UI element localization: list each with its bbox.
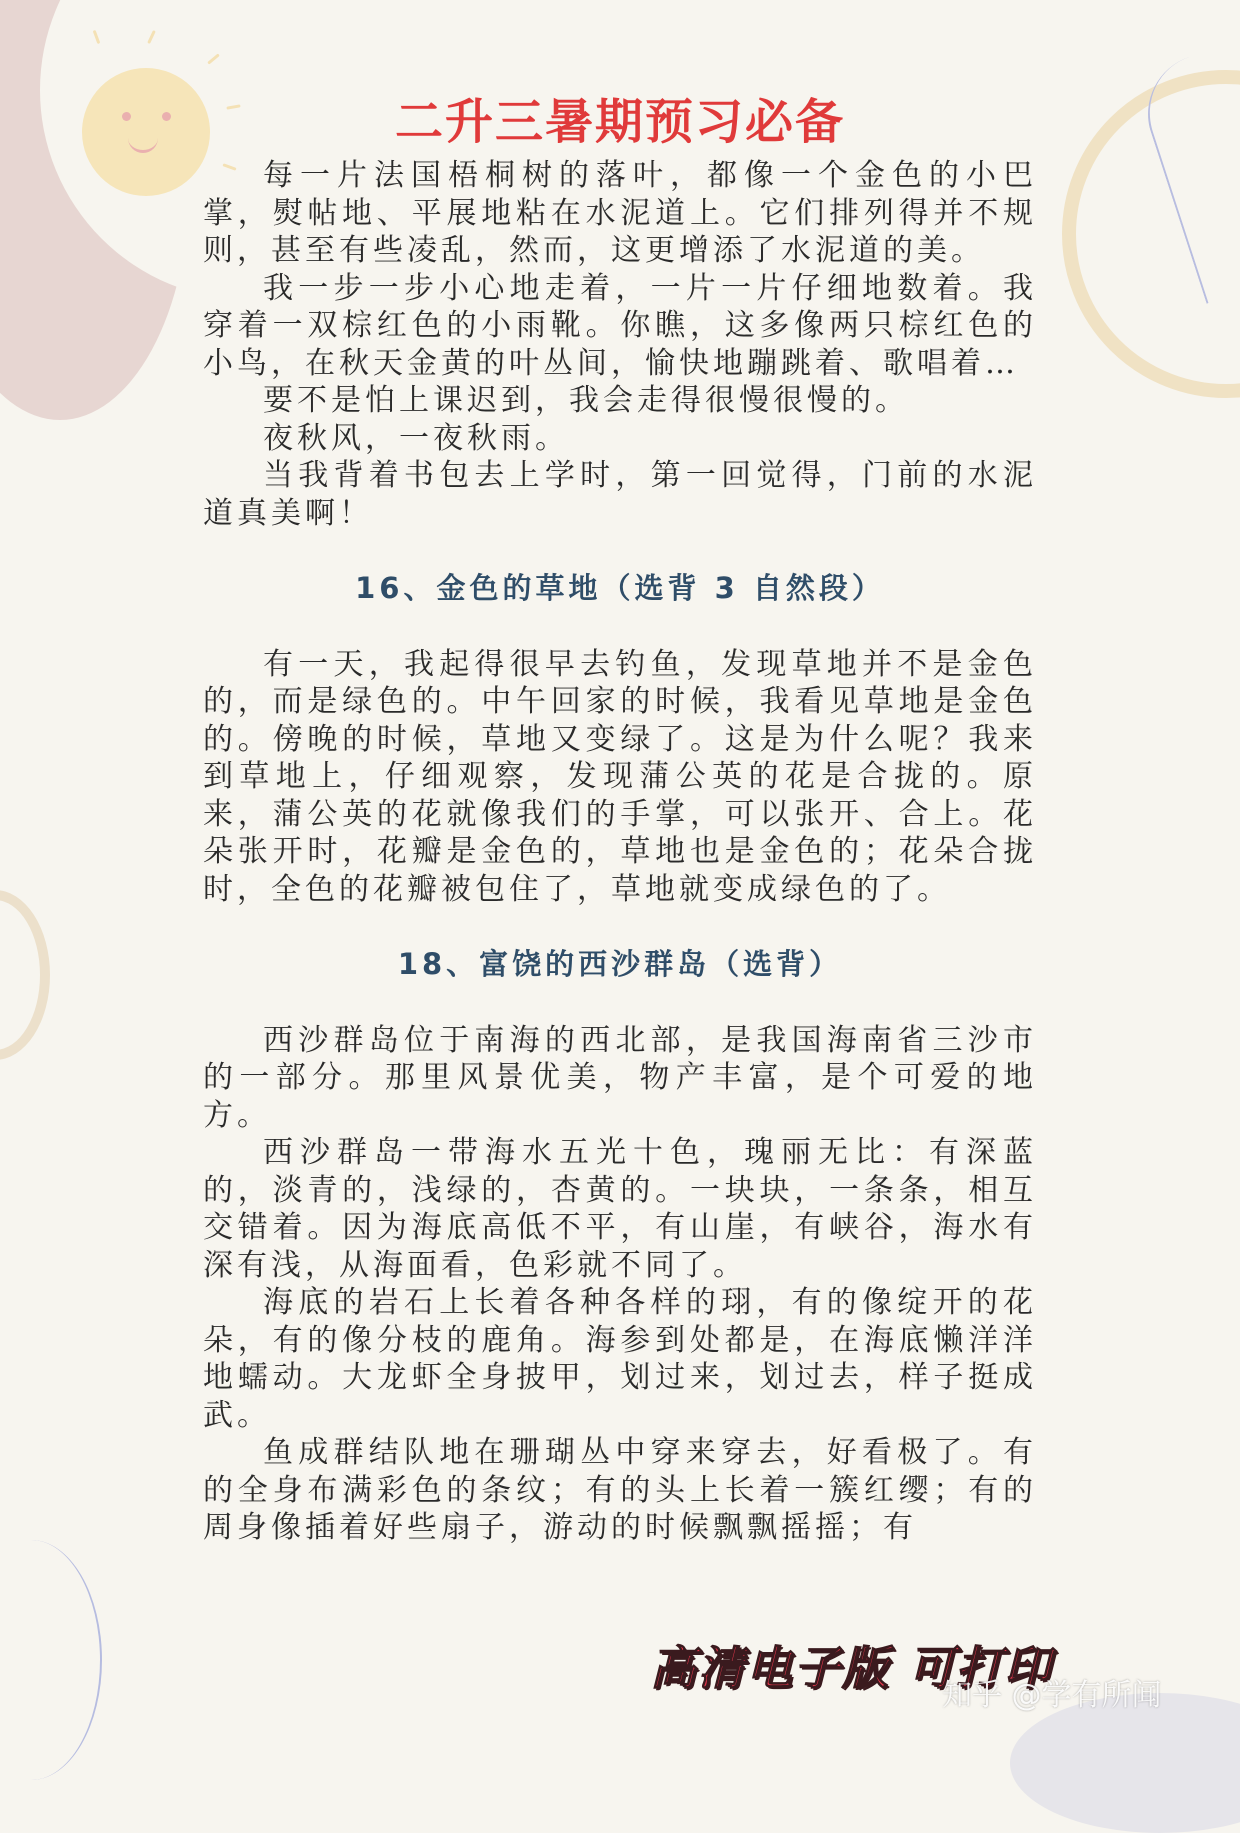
document-body (203, 157, 1037, 1547)
wave-decoration (0, 1540, 102, 1780)
paragraph: 要不是怕上课迟到，我会走得很慢很慢的。 (263, 383, 909, 418)
print-banner: 高清电子版 可打印 (650, 1641, 1053, 1695)
section-heading: 18、富饶的西沙群岛（选背） (397, 947, 843, 981)
paragraph: 鱼成群结队地在珊瑚丛中穿来穿去，好看极了。有的全身布满彩色的条纹；有的头上长着一簇红缨；有的周身像插着好些扇子，游动的时候飘飘摇摇；有 (203, 1435, 1037, 1545)
paragraph: 西沙群岛位于南海的西北部，是我国海南省三沙市的一部分。那里风景优美，物产丰富，是个可爱的地方。 (203, 1022, 1037, 1133)
paragraph: 当我背着书包去上学时，第一回觉得，门前的水泥道真美啊！ (203, 458, 1037, 531)
arc-decoration (0, 890, 50, 1060)
section-heading: 16、金色的草地（选背 3 自然段） (355, 571, 885, 605)
paragraph: 夜秋风，一夜秋雨。 (263, 420, 569, 456)
page-title: 二升三暑期预习必备 (394, 94, 845, 150)
paragraph: 西沙群岛一带海水五光十色，瑰丽无比：有深蓝的，淡青的，浅绿的，杏黄的。一块块，一条条，相互交错着。因为海底高低不平，有山崖，有峡谷，海水有深有浅，从海面看，色彩就不同了。 (203, 1135, 1037, 1283)
paragraph: 海底的岩石上长着各种各样的珝，有的像绽开的花朵，有的像分枝的鹿角。海参到处都是，在海底懒洋洋地蠕动。大龙虾全身披甲，划过来，划过去，样子挺成武。 (203, 1285, 1037, 1433)
paragraph: 有一天，我起得很早去钓鱼，发现草地并不是金色的，而是绿色的。中午回家的时候，我看见草地是金色的。傍晚的时候，草地又变绿了。这是为什么呢？我来到草地上，仔细观察，发现蒲公英的花是合拢的。原来，蒲公英的花就像我们的手掌，可以张开、合上。花朵张开时，花瓣是金色的，草地也是金色的；花朵合拢时，全色的花瓣被包住了，草地就变成绿色的了。 (203, 646, 1037, 907)
paragraph: 我一步一步小心地走着，一片一片仔细地数着。我穿着一双棕红色的小雨靴。你瞧，这多像两只棕红色的小鸟，在秋天金黄的叶丛间，愉快地蹦跳着、歌唱着… (203, 270, 1037, 381)
watermark: 知乎 @学有所闻 (942, 1678, 1162, 1713)
paragraph: 每一片法国梧桐树的落叶，都像一个金色的小巴掌，熨帖地、平展地粘在水泥道上。它们排列得并不规则，甚至有些凌乱，然而，这更增添了水泥道的美。 (203, 158, 1037, 268)
